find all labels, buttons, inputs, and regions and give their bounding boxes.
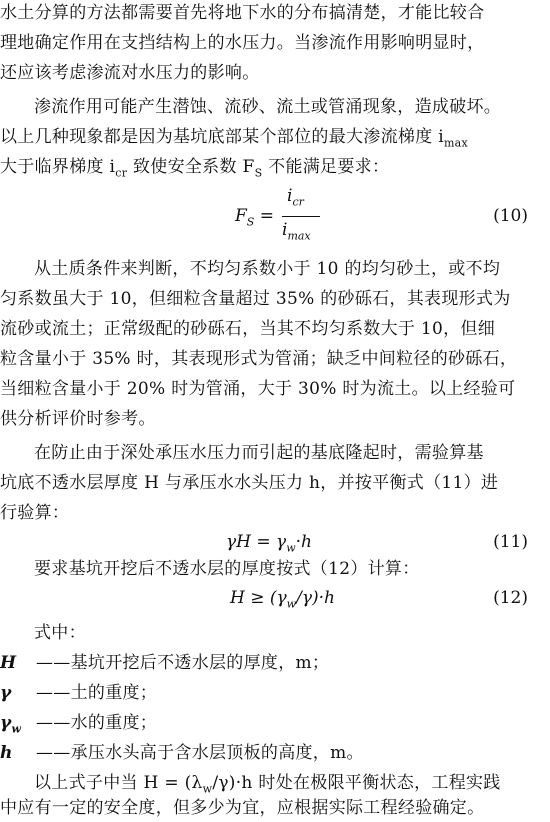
equation-lhs: $F_S$ = (235, 206, 274, 229)
equation-number: (11) (493, 532, 528, 552)
equation-10 (0, 186, 550, 252)
fraction (235, 186, 325, 250)
text-line: 理地确定作用在支挡结构上的水压力。当渗流作用影响明显时， (0, 33, 485, 53)
text-line: 行验算： (0, 503, 70, 523)
subscript: max (443, 136, 469, 150)
text-line: 当细粒含量小于 20% 时为管涌，大于 30% 时为流土。以上经验可 (0, 379, 516, 399)
text-line (0, 156, 550, 184)
definition-item: $\gamma_w$ ——水的重度； (0, 713, 158, 736)
text-line: 还应该考虑渗流对水压力的影响。 (0, 63, 260, 83)
text-line: 匀系数虽大于 10，但细粒含量超过 35% 的砂砾石，其表现形式为 (0, 289, 511, 309)
text-line (0, 126, 550, 154)
subscript: S (254, 166, 263, 180)
numerator: $i_{cr}$ (287, 186, 304, 209)
text-fragment: 不能满足要求： (262, 157, 390, 177)
equation-11 (0, 528, 550, 558)
where-label: 式中： (34, 623, 86, 643)
text-fragment: 以上几种现象都是因为基坑底部某个部位的最大渗流梯度 i (0, 127, 444, 147)
text-line: 流砂或流土；正常级配的砂砾石，当其不均匀系数大于 10，但细 (0, 319, 496, 339)
text-line: 在防止由于深处承压水压力而引起的基底隆起时，需验算基 (34, 443, 484, 463)
equation-body: $H \ge (\gamma_w/\gamma)\cdot h$ (230, 588, 335, 611)
text-line: 中应有一定的安全度，但多少为宜，应根据实际工程经验确定。 (0, 798, 485, 818)
denominator: $i_{max}$ (282, 220, 311, 243)
text-line: 粒含量小于 35% 时，其表现形式为管涌；缺乏中间粒径的砂砾石， (0, 349, 518, 369)
text-fragment: 大于临界梯度 i (0, 157, 116, 177)
text-line: 从土质条件来判断，不均匀系数小于 10 的均匀砂土，或不均 (34, 259, 501, 279)
definition-item: γ ——土的重度； (0, 683, 158, 703)
text-line: 要求基坑开挖后不透水层的厚度按式（12）计算： (34, 559, 420, 579)
equation-body: $\gamma H = \gamma_w\cdot h$ (226, 532, 312, 555)
equation-number: (12) (493, 588, 528, 608)
equation-number: (10) (493, 206, 528, 226)
text-line: 坑底不透水层厚度 H 与承压水水头压力 h，并按平衡式（11）进 (0, 473, 499, 493)
text-fragment: 致使安全系数 F (127, 157, 255, 177)
subscript: cr (115, 166, 128, 180)
text-line: 供分析评价时参考。 (0, 409, 156, 429)
text-line: 水土分算的方法都需要首先将地下水的分布搞清楚，才能比较合 (0, 3, 485, 23)
definition-item: h ——承压水头高于含水层顶板的高度，m。 (0, 743, 364, 763)
equation-12 (0, 584, 550, 614)
text-line: 渗流作用可能产生潜蚀、流砂、流土或管涌现象，造成破坏。 (34, 97, 502, 117)
text-line: 以上式子中当 $H = (\lambda_w/\gamma)\cdot h$ 时处在极限平衡状态，工程实践 (34, 773, 501, 796)
fraction-bar (282, 216, 320, 217)
definition-item: H ——基坑开挖后不透水层的厚度，m； (0, 653, 330, 673)
